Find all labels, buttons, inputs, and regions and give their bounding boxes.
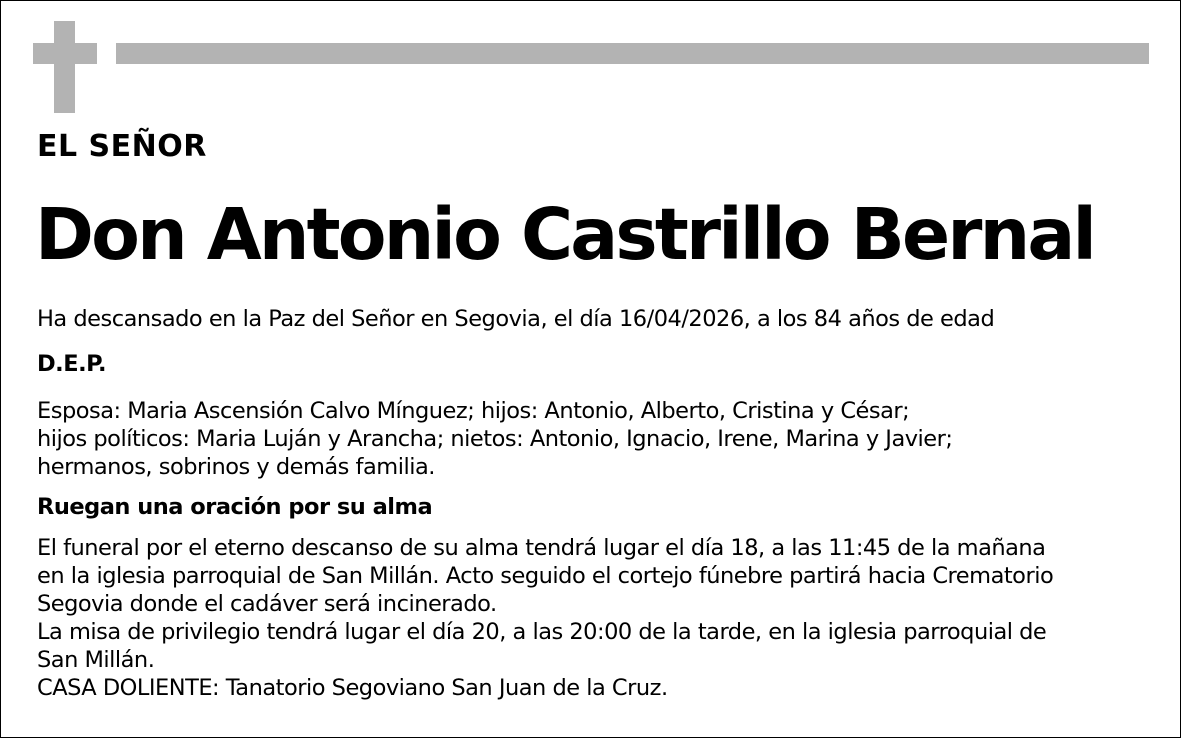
details-line: San Millán. [37,647,155,673]
family-paragraph [37,397,952,481]
details-line: Segovia donde el cadáver será incinerado. [37,591,497,617]
announcement-text: Ha descansado en la Paz del Señor en Segovia, el día 16/04/2026, a los 84 años de edad [37,306,995,332]
header-rule [116,43,1149,64]
rip-text: D.E.P. [37,351,107,377]
family-line: hijos políticos: Maria Luján y Arancha; nietos: Antonio, Ignacio, Irene, Marina y Javier; [37,426,953,452]
details-line: CASA DOLIENTE: Tanatorio Segoviano San Juan de la Cruz. [37,675,668,701]
prayer-text: Ruegan una oración por su alma [37,494,433,520]
details-line: en la iglesia parroquial de San Millán. Acto seguido el cortejo fúnebre partirá hacia Crematorio [37,563,1054,589]
details-line: El funeral por el eterno descanso de su alma tendrá lugar el día 18, a las 11:45 de la mañana [37,535,1046,561]
details-line: La misa de privilegio tendrá lugar el día 20, a las 20:00 de la tarde, en la iglesia parroquial de [37,619,1047,645]
details-paragraph [37,534,1053,702]
family-line: hermanos, sobrinos y demás familia. [37,454,435,480]
family-line: Esposa: Maria Ascensión Calvo Mínguez; hijos: Antonio, Alberto, Cristina y César; [37,398,910,424]
title-prefix: EL SEÑOR [37,129,207,164]
cross-icon-arm [33,43,97,64]
cross-icon [54,21,75,113]
deceased-name: Don Antonio Castrillo Bernal [35,193,1094,276]
